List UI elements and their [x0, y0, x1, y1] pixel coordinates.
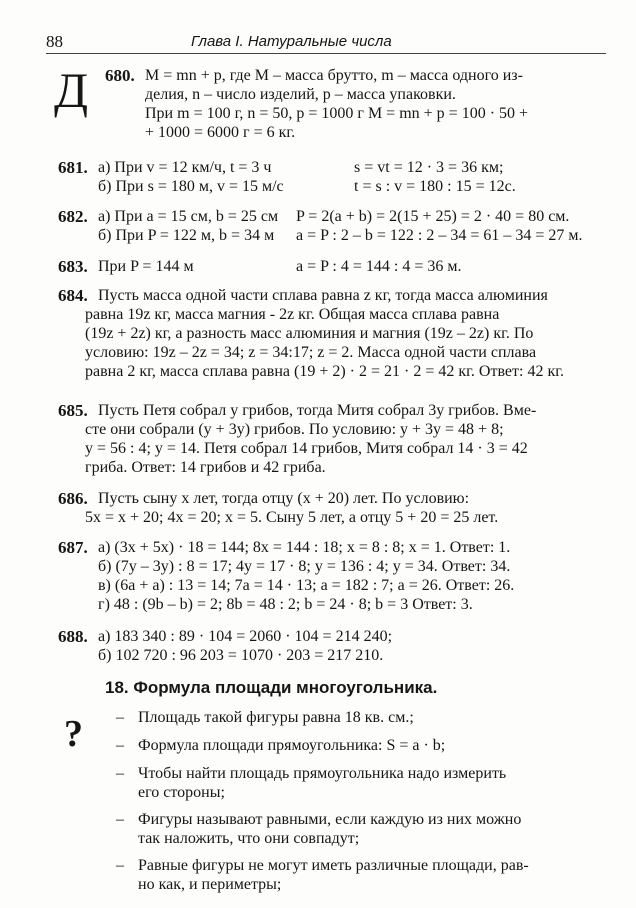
solution-b: t = s : v = 180 : 15 = 12с.	[354, 178, 516, 195]
problem-text-line: При m = 100 г, n = 50, p = 1000 г M = mn + p = 100 · 50 +	[145, 105, 529, 122]
problem-number: 687.	[58, 538, 88, 557]
problem-text-line: условию: 19z – 2z = 34; z = 34:17; z = 2. Масса одной части сплава	[85, 344, 537, 361]
dash-bullet: –	[116, 811, 124, 828]
solution-v: в) (6a + a) : 13 = 14; 7a = 14 · 13; a = 182 : 7; a = 26. Ответ: 26.	[98, 577, 515, 594]
problem-text-line: y = 56 : 4; y = 14. Петя собрал 14 грибов, Митя собрал 14 · 3 = 42	[85, 440, 528, 457]
problem-text-line: равна 2 кг, масса сплава равна (19 + 2) · 2 = 21 · 2 = 42 кг. Ответ: 42 кг.	[85, 363, 564, 380]
solution: a = P : 4 = 144 : 4 = 36 м.	[296, 258, 462, 275]
solution-b: a = P : 2 – b = 122 : 2 – 34 = 61 – 34 = 27 м.	[296, 227, 583, 244]
problem-text-line: Пусть Петя собрал y грибов, тогда Митя собрал 3y грибов. Вме-	[98, 402, 537, 419]
solution-a: s = vt = 12 · 3 = 36 км;	[354, 159, 504, 176]
problem-text-line: Пусть масса одной части сплава равна z кг, тогда масса алюминия	[98, 287, 548, 304]
page-number: 88	[46, 32, 63, 51]
problem-text-line: 5x = x + 20; 4x = 20; x = 5. Сыну 5 лет, а отцу 5 + 20 = 25 лет.	[85, 509, 499, 526]
problem-number: 683.	[58, 257, 88, 276]
d-letter-mark: Д	[54, 62, 89, 118]
problem-text-line: M = mn + p, где M – масса брутто, m – масса одного из-	[145, 67, 523, 84]
problem-number: 682.	[58, 207, 88, 226]
dash-bullet: –	[116, 709, 124, 726]
answer-text: Фигуры называют равными, если каждую из них можно	[138, 811, 522, 828]
condition: При P = 144 м	[98, 258, 194, 275]
header-rule	[46, 53, 606, 54]
problem-number: 686.	[58, 489, 88, 508]
problem-text-line: сте они собрали (y + 3y) грибов. По условию: y + 3y = 48 + 8;	[85, 421, 504, 438]
problem-text-line: (19z + 2z) кг, а разность масс алюминия и магния (19z – 2z) кг. По	[85, 325, 534, 342]
solution-a: а) 183 340 : 89 · 104 = 2060 · 104 = 214 240;	[98, 628, 393, 645]
solution-b: б) 102 720 : 96 203 = 1070 · 203 = 217 210.	[98, 647, 384, 664]
solution-a: P = 2(a + b) = 2(15 + 25) = 2 · 40 = 80 см.	[296, 208, 570, 225]
dash-bullet: –	[116, 737, 124, 754]
answer-text: Формула площади прямоугольника: S = a · b;	[138, 737, 446, 754]
answer-text: так наложить, что они совпадут;	[138, 830, 360, 847]
answer-text: его стороны;	[138, 784, 225, 801]
problem-number: 685.	[58, 401, 88, 420]
problem-text-line: Пусть сыну x лет, тогда отцу (x + 20) лет. По условию:	[98, 490, 470, 507]
answer-text: Чтобы найти площадь прямоугольника надо измерить	[138, 765, 507, 782]
problem-number: 680.	[105, 66, 135, 85]
problem-text-line: + 1000 = 6000 г = 6 кг.	[145, 124, 296, 141]
problem-text-line: гриба. Ответ: 14 грибов и 42 гриба.	[85, 459, 326, 476]
answer-text: Равные фигуры не могут иметь различные площади, рав-	[138, 857, 529, 874]
condition-a: а) При a = 15 см, b = 25 см	[98, 208, 279, 225]
solution-a: а) (3x + 5x) · 18 = 144; 8x = 144 : 18; x = 8 : 8; x = 1. Ответ: 1.	[98, 539, 511, 556]
section-title: 18. Формула площади многоугольника.	[105, 678, 438, 697]
problem-number: 681.	[58, 158, 88, 177]
solution-g: г) 48 : (9b – b) = 2; 8b = 48 : 2; b = 24 · 8; b = 3 Ответ: 3.	[98, 596, 473, 613]
page-header	[46, 30, 606, 54]
chapter-title: Глава I. Натуральные числа	[191, 33, 392, 50]
dash-bullet: –	[116, 857, 124, 874]
answer-text: но как, и периметры;	[138, 876, 282, 893]
problem-text-line: делия, n – число изделий, p – масса упаковки.	[145, 86, 456, 103]
problem-text-line: равна 19z кг, масса магния - 2z кг. Общая масса сплава равна	[85, 306, 500, 323]
question-mark: ?	[64, 713, 83, 755]
condition-b: б) При s = 180 м, v = 15 м/с	[98, 178, 284, 195]
solution-b: б) (7y – 3y) : 8 = 17; 4y = 17 · 8; y = 136 : 4; y = 34. Ответ: 34.	[98, 558, 511, 575]
dash-bullet: –	[116, 765, 124, 782]
answer-text: Площадь такой фигуры равна 18 кв. см.;	[138, 709, 414, 726]
condition-a: а) При v = 12 км/ч, t = 3 ч	[98, 159, 272, 176]
problem-number: 684.	[58, 286, 88, 305]
problem-number: 688.	[58, 627, 88, 646]
condition-b: б) При P = 122 м, b = 34 м	[98, 227, 275, 244]
